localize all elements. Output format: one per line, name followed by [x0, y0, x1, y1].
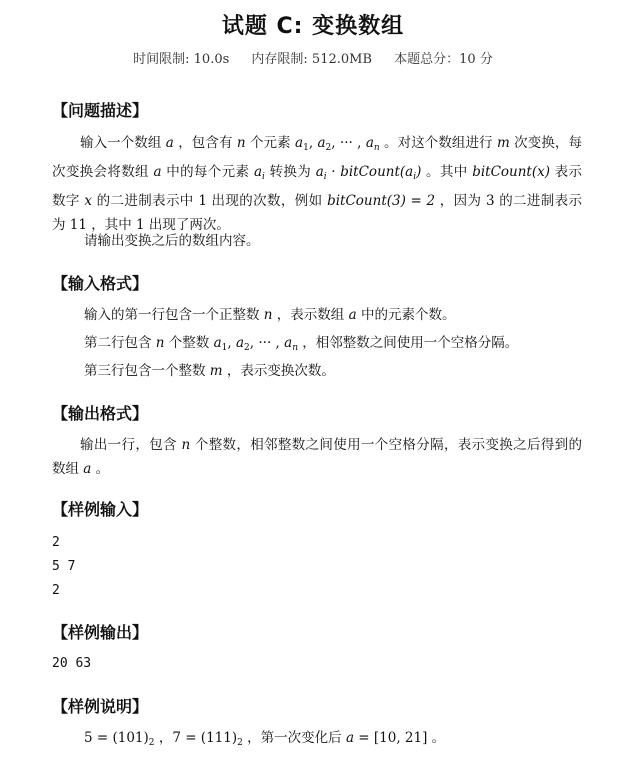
output-format-paragraph: 输出一行，包含 n 个整数，相邻整数之间使用一个空格分隔，表示变换之后得到的数组 a 。	[52, 437, 583, 477]
sample-output-line: 20 63	[52, 656, 92, 671]
sample-explanation-heading: 【样例说明】	[52, 697, 149, 716]
sample-input-line: 5 7	[52, 559, 76, 574]
sample-output-heading: 【样例输出】	[52, 623, 149, 642]
limits-bar	[0, 48, 626, 67]
input-format-heading: 【输入格式】	[52, 274, 149, 293]
description-output-hint: 请输出变换之后的数组内容。	[84, 233, 260, 249]
output-format-heading: 【输出格式】	[52, 404, 149, 423]
input-line-2: 第二行包含 n 个整数 $a_1$, $a_2$, ··· , $a_n$ ，相邻整数之间使用一个空格分隔。	[84, 335, 519, 353]
sample-output-block	[52, 652, 91, 676]
description-heading: 【问题描述】	[52, 101, 149, 120]
input-line-3: 第三行包含一个整数 m ，表示变换次数。	[84, 363, 335, 379]
total-score: 本题总分：10 分	[394, 52, 493, 67]
sample-input-heading: 【样例输入】	[52, 500, 149, 519]
description-paragraph: 输入一个数组 a ，包含有 n 个元素 $a_1$, $a_2$, ··· , $a_n$ 。对这个数组进行 m 次变换，每次变换会将数组 a 中的每个元素 $a_i$ 转换为 $a_i$ · $bitCount(a_i)$ 。其中 bitCount(x) 表示数字 x 的二进制表示中 1 出现的次数，例如 bitCount(3) = 2 ，因为 3 的二进制表示为 11 ，其中 1 出现了两次。	[52, 135, 582, 233]
input-line-1: 输入的第一行包含一个正整数 n ，表示数组 a 中的元素个数。	[84, 307, 456, 323]
sample-input-line: 2	[52, 583, 60, 598]
time-limit: 时间限制: 10.0s	[133, 52, 230, 67]
sample-input-line: 2	[52, 535, 60, 550]
memory-limit: 内存限制: 512.0MB	[251, 52, 373, 67]
sample-input-block	[52, 531, 75, 603]
sample-explanation-line: $5 = (101)_2$ ，$7 = (111)_2$ ，第一次变化后 a = [10, 21] 。	[84, 730, 446, 748]
problem-title: 试题 C: 变换数组	[221, 14, 405, 39]
